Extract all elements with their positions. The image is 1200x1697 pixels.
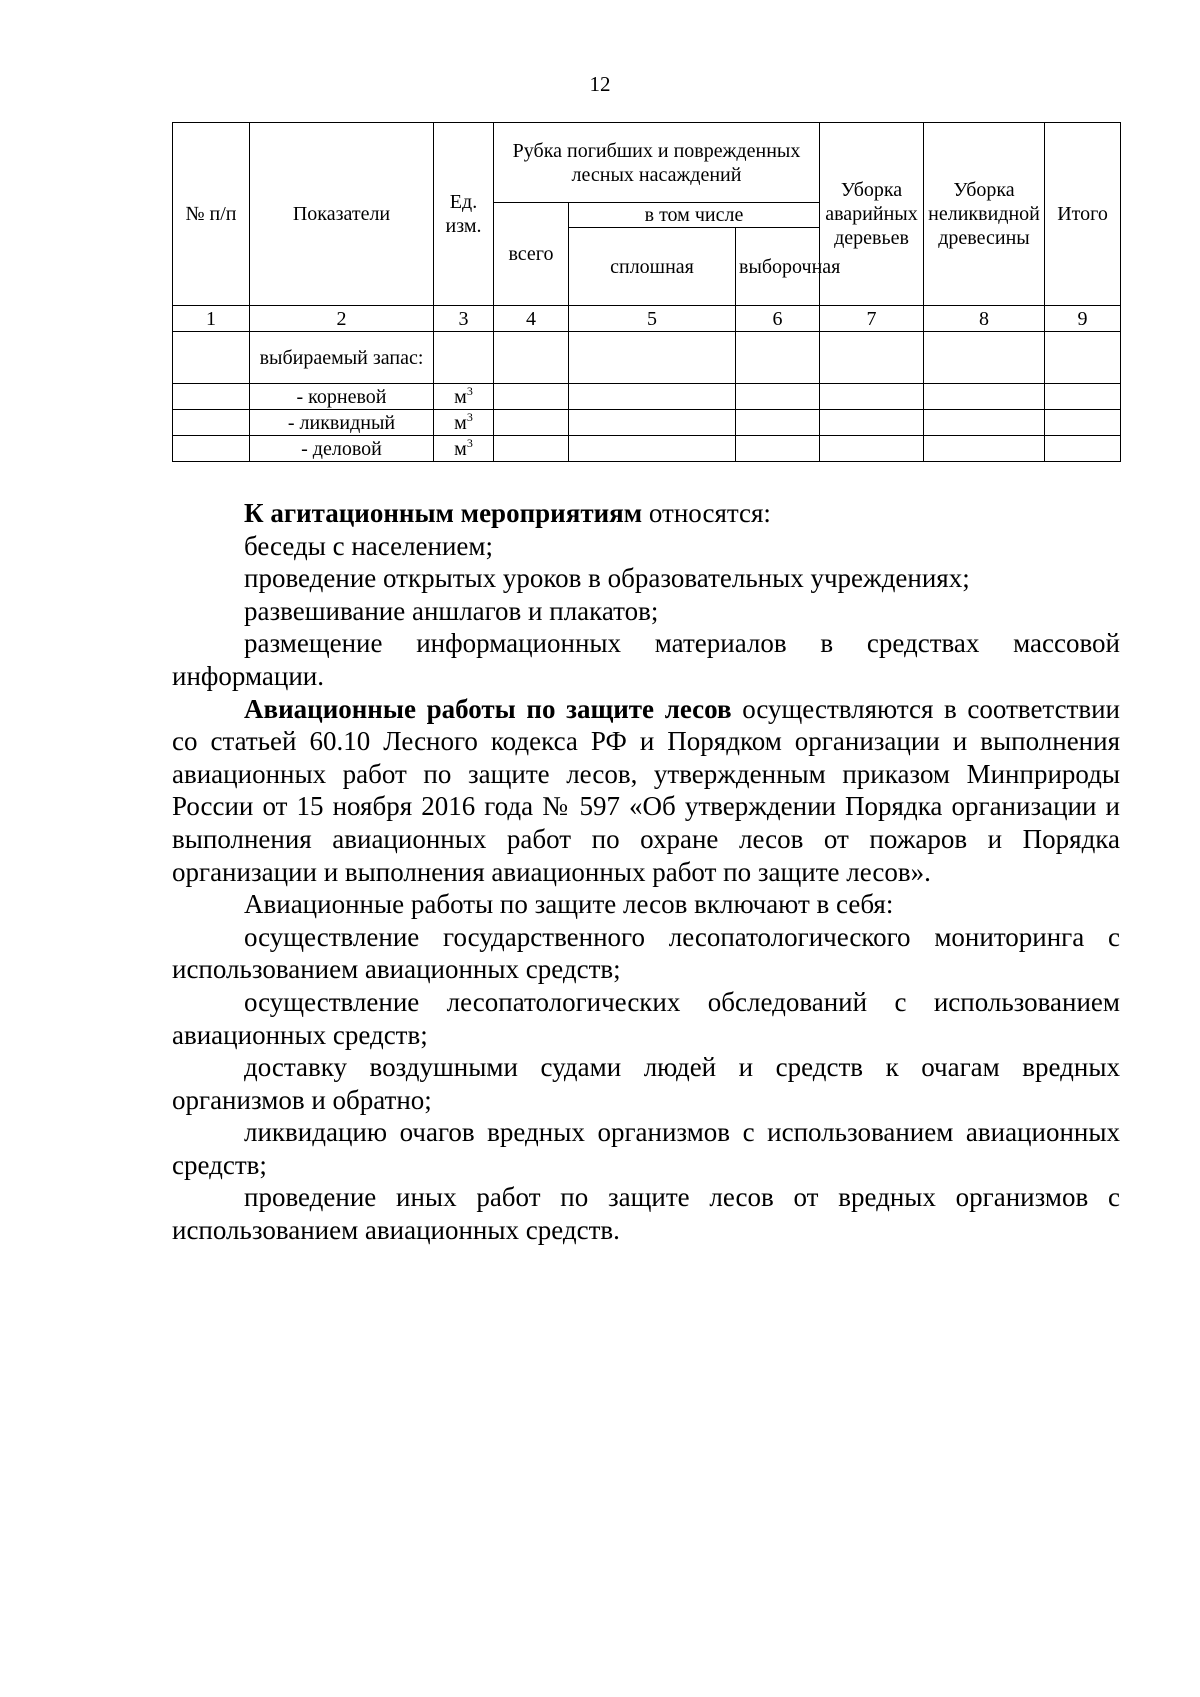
row-indicator: - корневой (250, 384, 434, 410)
paragraph: ликвидацию очагов вредных организмов с использованием авиационных средств; (172, 1117, 1120, 1180)
table-row (173, 410, 1121, 436)
column-number: 5 (569, 306, 736, 332)
column-number: 2 (250, 306, 434, 332)
paragraph: беседы с населением; (244, 530, 493, 561)
column-number: 6 (736, 306, 820, 332)
header-unit: Ед. изм. (434, 123, 494, 306)
paragraph: размещение информационных материалов в средствах массовой информации. (172, 628, 1120, 691)
paragraph: проведение иных работ по защите лесов от вредных организмов с использованием авиационных средств. (172, 1182, 1120, 1246)
column-number: 9 (1045, 306, 1121, 332)
column-number: 3 (434, 306, 494, 332)
header-selective: выборочная (736, 228, 820, 306)
body-text (172, 497, 1120, 1247)
bold-term: К агитационным мероприятиям (244, 498, 643, 528)
paragraph: развешивание аншлагов и плакатов; (244, 595, 659, 626)
header-total: Итого (1045, 123, 1121, 306)
row-unit (434, 332, 494, 384)
bold-term: Авиационные работы по защите лесов (244, 693, 732, 724)
column-number: 1 (173, 306, 250, 332)
paragraph: Авиационные работы по защите лесов включают в себя: (244, 889, 894, 920)
header-clear-cut: сплошная (569, 228, 736, 306)
column-number: 4 (494, 306, 569, 332)
column-number: 8 (924, 306, 1045, 332)
column-numbers-row (173, 306, 1121, 332)
table-row (173, 384, 1121, 410)
row-indicator: - деловой (250, 436, 434, 462)
paragraph: К агитационным мероприятиям относятся: (244, 498, 771, 528)
paragraph: осуществление лесопатологических обследований с использованием авиационных средств; (172, 986, 1120, 1050)
paragraph: Авиационные работы по защите лесов осуществляются в соответствии со статьей 60.10 Лесного кодекса РФ и Порядком организации и выполнения авиационных работ по защите лесов, утвержденным приказом Минприроды России от 15 ноября 2016 года № 597 «Об утверждении Порядка организации и выполнения авиационных работ по охране лесов от пожаров и Порядка организации и выполнения авиационных работ по защите лесов». (172, 693, 1120, 887)
header-emergency: Уборка аварийных деревьев (820, 123, 924, 306)
header-indicators: Показатели (250, 123, 434, 306)
row-unit: $м^3$ (434, 436, 494, 462)
column-number: 7 (820, 306, 924, 332)
row-indicator: выбираемый запас: (250, 332, 434, 384)
table-row (173, 332, 1121, 384)
page-number: 12 (589, 72, 611, 96)
header-including: в том числе (569, 203, 820, 228)
row-unit: $м^3$ (434, 410, 494, 436)
header-cutting-group: Рубка погибших и поврежденных лесных насаждений (494, 123, 820, 203)
paragraph: доставку воздушными судами людей и средств к очагам вредных организмов и обратно; (172, 1052, 1120, 1115)
header-illiquid: Уборка неликвидной древесины (924, 123, 1045, 306)
header-total-all: всего (494, 203, 569, 306)
paragraph: осуществление государственного лесопатологического мониторинга с использованием авиационных средств; (172, 921, 1120, 985)
row-unit: $м^3$ (434, 384, 494, 410)
forest-cutting-table (172, 122, 1121, 462)
row-indicator: - ликвидный (250, 410, 434, 436)
header-num: № п/п (173, 123, 250, 306)
paragraph: проведение открытых уроков в образовательных учреждениях; (244, 563, 970, 594)
table-row (173, 436, 1121, 462)
